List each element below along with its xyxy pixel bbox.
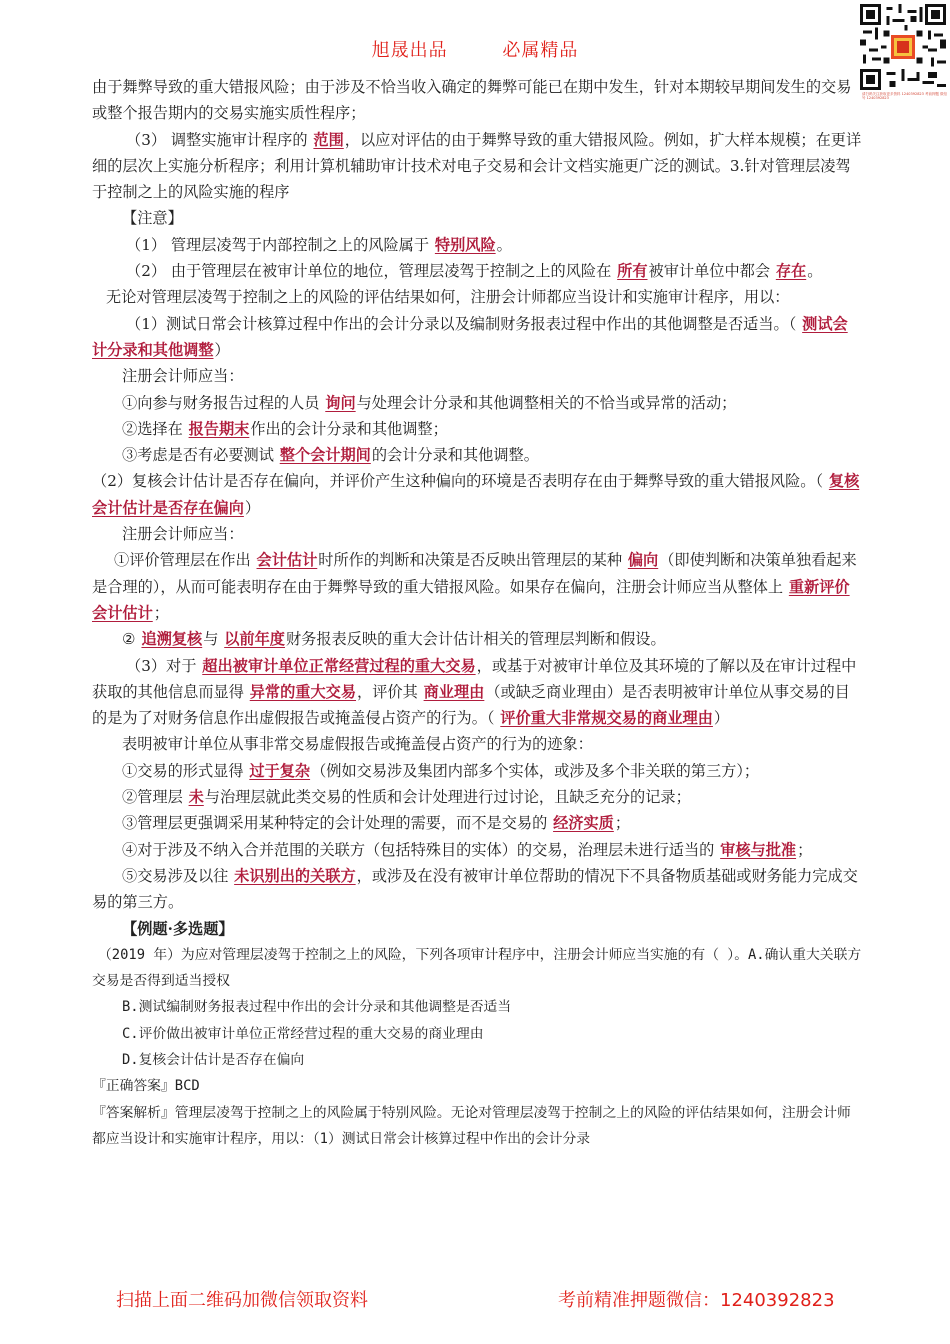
option-d: D.复核会计估计是否存在偏向 bbox=[122, 1051, 305, 1068]
list-item: ④对于涉及不纳入合并范围的关联方（包括特殊目的实体）的交易，治理层未进行适当的 审核与批准； bbox=[122, 840, 813, 859]
keyword: 超出被审计单位正常经营过程的重大交易 bbox=[202, 656, 476, 675]
list-item: ①交易的形式显得 过于复杂（例如交易涉及集团内部多个实体，或涉及多个非关联的第三方）； bbox=[122, 761, 760, 780]
keyword: 报告期末 bbox=[188, 419, 250, 438]
list-item: ③管理层更强调采用某种特定的会计处理的需要，而不是交易的 经济实质； bbox=[122, 814, 631, 833]
keyword: 追溯复核 bbox=[141, 630, 203, 649]
keyword: 经济实质 bbox=[553, 814, 614, 833]
keyword: 未识别出的关联方 bbox=[234, 866, 356, 885]
keyword: 以前年度 bbox=[224, 630, 285, 649]
keyword: 重新评价会计估计 bbox=[92, 577, 850, 622]
paragraph: 注册会计师应当： bbox=[122, 367, 244, 386]
keyword: 商业理由 bbox=[423, 682, 485, 701]
list-item: ⑤交易涉及以往 未识别出的关联方，或涉及在没有被审计单位帮助的情况下不具备物质基础或财务能力完成交易的第三方。 bbox=[92, 866, 858, 912]
keyword: 未 bbox=[188, 788, 204, 807]
document-body bbox=[92, 74, 862, 1152]
keyword: 会计估计 bbox=[256, 551, 318, 570]
footer-promo: 扫描上面二维码加微信领取资料 bbox=[116, 1290, 368, 1311]
qr-caption: 请扫码关注获取更多资料 1240392823 考前押题 微信号 1240392823 bbox=[862, 92, 948, 100]
answer-analysis: 『答案解析』管理层凌驾于控制之上的风险属于特别风险。无论对管理层凌驾于控制之上的风险的评估结果如何，注册会计师都应当设计和实施审计程序，用以：（1）测试日常会计核算过程中作出的会计分录 bbox=[92, 1104, 851, 1147]
keyword: 测试会计分录和其他调整 bbox=[92, 314, 848, 359]
keyword: 范围 bbox=[313, 130, 344, 149]
keyword: 复核会计估计是否存在偏向 bbox=[92, 472, 860, 517]
list-item: ② 追溯复核与 以前年度财务报表反映的重大会计估计相关的管理层判断和假设。 bbox=[122, 630, 666, 649]
question-block bbox=[92, 942, 862, 1152]
paragraph: （2）复核会计估计是否存在偏向，并评价产生这种偏向的环境是否表明存在由于舞弊导致的重大错报风险。（ 复核会计估计是否存在偏向） bbox=[92, 472, 860, 517]
paragraph: （2） 由于管理层在被审计单位的地位，管理层凌驾于控制之上的风险在 所有被审计单位中都会 存在。 bbox=[126, 262, 823, 281]
keyword: 异常的重大交易 bbox=[249, 682, 357, 701]
paragraph: 注册会计师应当： bbox=[122, 525, 244, 544]
keyword: 询问 bbox=[325, 393, 356, 412]
keyword: 特别风险 bbox=[434, 235, 496, 254]
page-header bbox=[0, 36, 950, 62]
keyword: 存在 bbox=[775, 262, 807, 281]
paragraph: （3）对于 超出被审计单位正常经营过程的重大交易，或基于对被审计单位及其环境的了解以及在审计过程中获取的其他信息而显得 异常的重大交易，评价其 商业理由（或缺乏商业理由）是否表明被审计单位从事交易的目的是为了对财务信息作出虚假报告或掩盖侵占资产的行为。（ 评价重大非常规交易的商业理由） bbox=[92, 656, 857, 728]
question-stem: （2019 年）为应对管理层凌驾于控制之上的风险，下列各项审计程序中，注册会计师应当实施的有（ ）。A.确认重大关联方交易是否得到适当授权 bbox=[92, 946, 862, 990]
keyword: 评价重大非常规交易的商业理由 bbox=[500, 709, 713, 728]
keyword: 偏向 bbox=[627, 551, 659, 570]
header-right: 必属精品 bbox=[502, 40, 579, 61]
footer-contact: 考前精准押题微信：1240392823 bbox=[558, 1290, 835, 1311]
keyword: 过于复杂 bbox=[249, 761, 311, 780]
paragraph: 无论对管理层凌驾于控制之上的风险的评估结果如何，注册会计师都应当设计和实施审计程序，用以： bbox=[106, 288, 790, 307]
note-heading: 【注意】 bbox=[122, 209, 183, 228]
paragraph: 由于舞弊导致的重大错报风险；由于涉及不恰当收入确定的舞弊可能已在期中发生，针对本期较早期间发生的交易或整个报告期内的交易实施实质性程序； bbox=[92, 78, 852, 123]
option-b: B.测试编制财务报表过程中作出的会计分录和其他调整是否适当 bbox=[122, 999, 512, 1016]
list-item: ①评价管理层在作出 会计估计时所作的判断和决策是否反映出管理层的某种 偏向（即使判断和决策单独看起来是合理的），从而可能表明存在由于舞弊导致的重大错报风险。如果存在偏向，注册会计师应当从整体上 重新评价会计估计； bbox=[92, 551, 857, 622]
correct-answer: 『正确答案』BCD bbox=[92, 1078, 200, 1095]
paragraph: （3） 调整实施审计程序的 范围，以应对评估的由于舞弊导致的重大错报风险。例如，扩大样本规模；在更详细的层次上实施分析程序；利用计算机辅助审计技术对电子交易和会计文档实施更广泛的测试。3.针对管理层凌驾于控制之上的风险实施的程序 bbox=[92, 130, 862, 202]
paragraph: 表明被审计单位从事非常交易虚假报告或掩盖侵占资产的行为的迹象： bbox=[122, 735, 593, 754]
header-left: 旭晟出品 bbox=[371, 40, 448, 61]
qr-code-icon[interactable] bbox=[860, 4, 946, 90]
paragraph: （1）测试日常会计核算过程中作出的会计分录以及编制财务报表过程中作出的其他调整是否适当。（ 测试会计分录和其他调整） bbox=[92, 314, 848, 359]
option-c: C.评价做出被审计单位正常经营过程的重大交易的商业理由 bbox=[122, 1025, 484, 1042]
keyword: 整个会计期间 bbox=[279, 446, 371, 465]
example-heading: 【例题·多选题】 bbox=[122, 919, 234, 938]
list-item: ②选择在 报告期末作出的会计分录和其他调整； bbox=[122, 419, 448, 438]
list-item: ②管理层 未与治理层就此类交易的性质和会计处理进行过讨论，且缺乏充分的记录； bbox=[122, 788, 691, 807]
keyword: 审核与批准 bbox=[720, 840, 797, 859]
list-item: ①向参与财务报告过程的人员 询问与处理会计分录和其他调整相关的不恰当或异常的活动； bbox=[122, 393, 737, 412]
paragraph: （1） 管理层凌驾于内部控制之上的风险属于 特别风险。 bbox=[126, 235, 512, 254]
list-item: ③考虑是否有必要测试 整个会计期间的会计分录和其他调整。 bbox=[122, 446, 539, 465]
keyword: 所有 bbox=[617, 262, 648, 281]
